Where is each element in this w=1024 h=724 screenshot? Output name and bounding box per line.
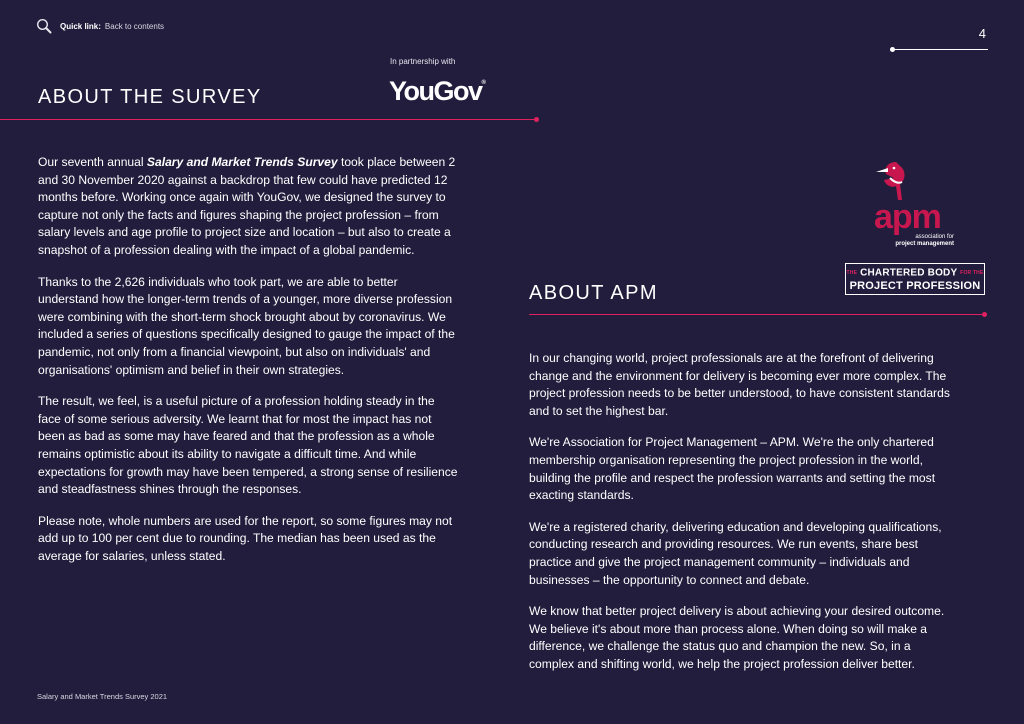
apm-letters: apm bbox=[874, 198, 941, 236]
chartered-line-1: CHARTERED BODY bbox=[860, 267, 958, 279]
apm-paragraph-3: We're a registered charity, delivering education and developing qualifications, conducting research and providing resources. We run events, share best practice and give the project management community – individuals and businesses – the opportunity to connect and debate. bbox=[529, 519, 942, 587]
quick-link-text[interactable]: Back to contents bbox=[104, 21, 165, 31]
divider-dot bbox=[982, 312, 987, 317]
chartered-body-badge bbox=[845, 263, 985, 295]
survey-title: ABOUT THE SURVEY bbox=[38, 86, 262, 108]
footer-text: Salary and Market Trends Survey 2021 bbox=[37, 692, 168, 701]
apm-title: ABOUT APM bbox=[529, 282, 658, 304]
apm-logo-subtitle-2: project management bbox=[895, 241, 954, 247]
partner-label: In partnership with bbox=[390, 57, 456, 66]
survey-title-emphasis: Salary and Market Trends Survey bbox=[146, 155, 338, 169]
yougov-logo bbox=[389, 76, 486, 107]
quick-link-label: Quick link: bbox=[60, 21, 101, 31]
registered-mark: ® bbox=[481, 80, 486, 86]
divider-dot bbox=[890, 47, 895, 52]
apm-paragraph-1: In our changing world, project professionals are at the forefront of delivering change and the environment for delivery is becoming ever more complex. The project profession needs to be better understood, to have consistent standards and to set the highest bar. bbox=[529, 351, 950, 418]
apm-paragraph-4: We know that better project delivery is about achieving your desired outcome. We believe it's about more than process alone. When doing so will make a difference, we challenge the status quo and champion the new. So, in a complex and shifting world, we help the project profession deliver better. bbox=[529, 604, 945, 671]
survey-paragraph-4: Please note, whole numbers are used for the report, so some figures may not add up to 100 per cent due to rounding. The median has been used as the average for salaries, unless stated. bbox=[38, 513, 453, 563]
chartered-for: FOR THE bbox=[960, 270, 984, 276]
chartered-the: THE bbox=[846, 270, 858, 276]
survey-paragraph-1 bbox=[38, 154, 458, 260]
apm-divider bbox=[529, 314, 985, 315]
survey-p1-text: Our seventh annual bbox=[38, 155, 147, 169]
page-number: 4 bbox=[978, 26, 986, 41]
chartered-line-2: PROJECT PROFESSION bbox=[849, 279, 981, 292]
apm-paragraph-2: We're Association for Project Management – APM. We're the only chartered membership organisation representing the project profession in the world, building the profile and respect the profession warrants and setting the most exacting standards. bbox=[529, 435, 936, 503]
quick-link[interactable] bbox=[36, 18, 164, 34]
survey-divider bbox=[0, 119, 537, 120]
yougov-wordmark: YouGov bbox=[389, 76, 482, 106]
survey-body bbox=[38, 154, 458, 579]
page-number-divider bbox=[892, 49, 988, 50]
apm-logo-subtitle-1: association for bbox=[915, 234, 954, 240]
apm-logo-subtitle bbox=[878, 234, 954, 248]
search-icon bbox=[36, 18, 52, 34]
survey-paragraph-3: The result, we feel, is a useful picture of a profession holding steady in the face of some serious adversity. We learnt that for most the impact has not been as bad as some may have feared and that the profession as a whole remains optimistic about its ability to navigate a difficult time. And while expectations for growth may have been tempered, a strong sense of resilience and steadfastness shines through the responses. bbox=[38, 394, 458, 497]
survey-paragraph-2: Thanks to the 2,626 individuals who took part, we are able to better understand how the longer-term trends of a younger, more diverse profession were combining with the short-term shock brought about by coronavirus. We included a series of questions specifically designed to gauge the impact of the pandemic, not only from a financial viewpoint, but also on individuals' and organisations' optimism and belief in their own strategies. bbox=[38, 274, 455, 377]
survey-p1-text-cont: took place between 2 and 30 November 2020 against a backdrop that few could have predicted 12 months before. Working once again with YouGov, we designed the survey to capture not only the facts and figures shaping the project profession – from salary levels and age profile to project size and location – but also to create a snapshot of a profession dealing with the impact of a global pandemic. bbox=[38, 155, 456, 257]
apm-body bbox=[529, 350, 959, 688]
divider-dot bbox=[534, 117, 539, 122]
